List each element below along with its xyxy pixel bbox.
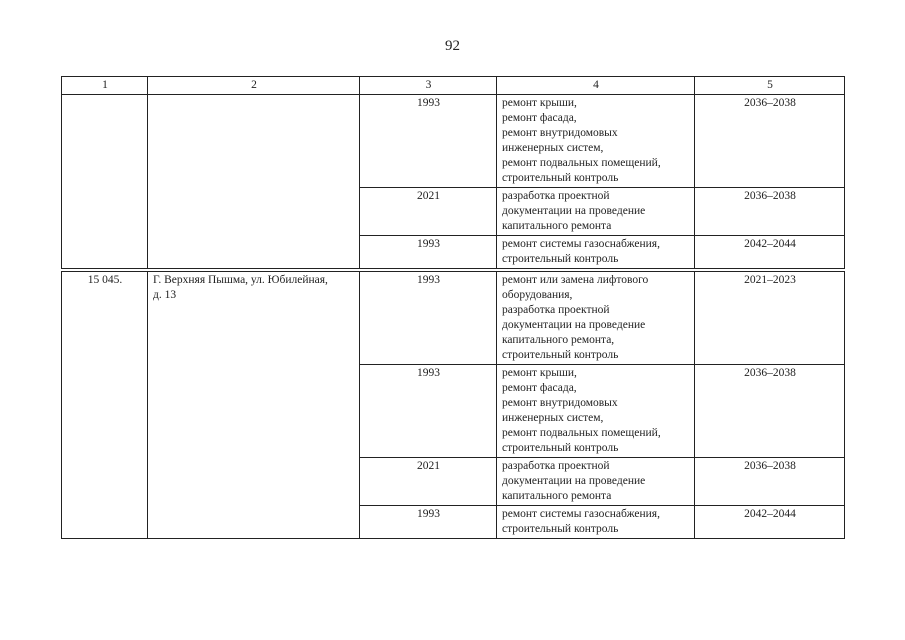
works-cell: разработка проектной документации на проведение капитального ремонта <box>497 188 695 236</box>
period-cell: 2036–2038 <box>695 365 845 458</box>
works-cell: ремонт системы газоснабжения, строительный контроль <box>497 506 695 539</box>
header-cell: 3 <box>360 77 497 95</box>
number-cell <box>62 95 148 269</box>
year-cell: 1993 <box>360 236 497 269</box>
page-number: 92 <box>445 38 460 54</box>
period-cell: 2036–2038 <box>695 95 845 188</box>
year-cell: 1993 <box>360 95 497 188</box>
works-cell: ремонт крыши, ремонт фасада, ремонт внутридомовых инженерных систем, ремонт подвальных помещений, строительный контроль <box>497 365 695 458</box>
header-row <box>62 77 845 95</box>
address-cell: Г. Верхняя Пышма, ул. Юбилейная, д. 13 <box>148 272 360 539</box>
period-cell: 2036–2038 <box>695 458 845 506</box>
table-row <box>62 272 845 365</box>
year-cell: 1993 <box>360 272 497 365</box>
header-cell: 1 <box>62 77 148 95</box>
year-cell: 1993 <box>360 506 497 539</box>
works-cell: ремонт крыши, ремонт фасада, ремонт внутридомовых инженерных систем, ремонт подвальных помещений, строительный контроль <box>497 95 695 188</box>
header-cell: 4 <box>497 77 695 95</box>
period-cell: 2021–2023 <box>695 272 845 365</box>
number-cell: 15 045. <box>62 272 148 539</box>
period-cell: 2042–2044 <box>695 236 845 269</box>
period-cell: 2042–2044 <box>695 506 845 539</box>
continued-table <box>61 76 845 269</box>
header-cell: 2 <box>148 77 360 95</box>
period-cell: 2036–2038 <box>695 188 845 236</box>
works-cell: разработка проектной документации на проведение капитального ремонта <box>497 458 695 506</box>
year-cell: 2021 <box>360 458 497 506</box>
table-row <box>62 95 845 188</box>
address-cell <box>148 95 360 269</box>
works-cell: ремонт системы газоснабжения, строительный контроль <box>497 236 695 269</box>
year-cell: 1993 <box>360 365 497 458</box>
works-cell: ремонт или замена лифтового оборудования, разработка проектной документации на проведение капитального ремонта, строительный контроль <box>497 272 695 365</box>
year-cell: 2021 <box>360 188 497 236</box>
entry-table <box>61 271 845 539</box>
header-cell: 5 <box>695 77 845 95</box>
